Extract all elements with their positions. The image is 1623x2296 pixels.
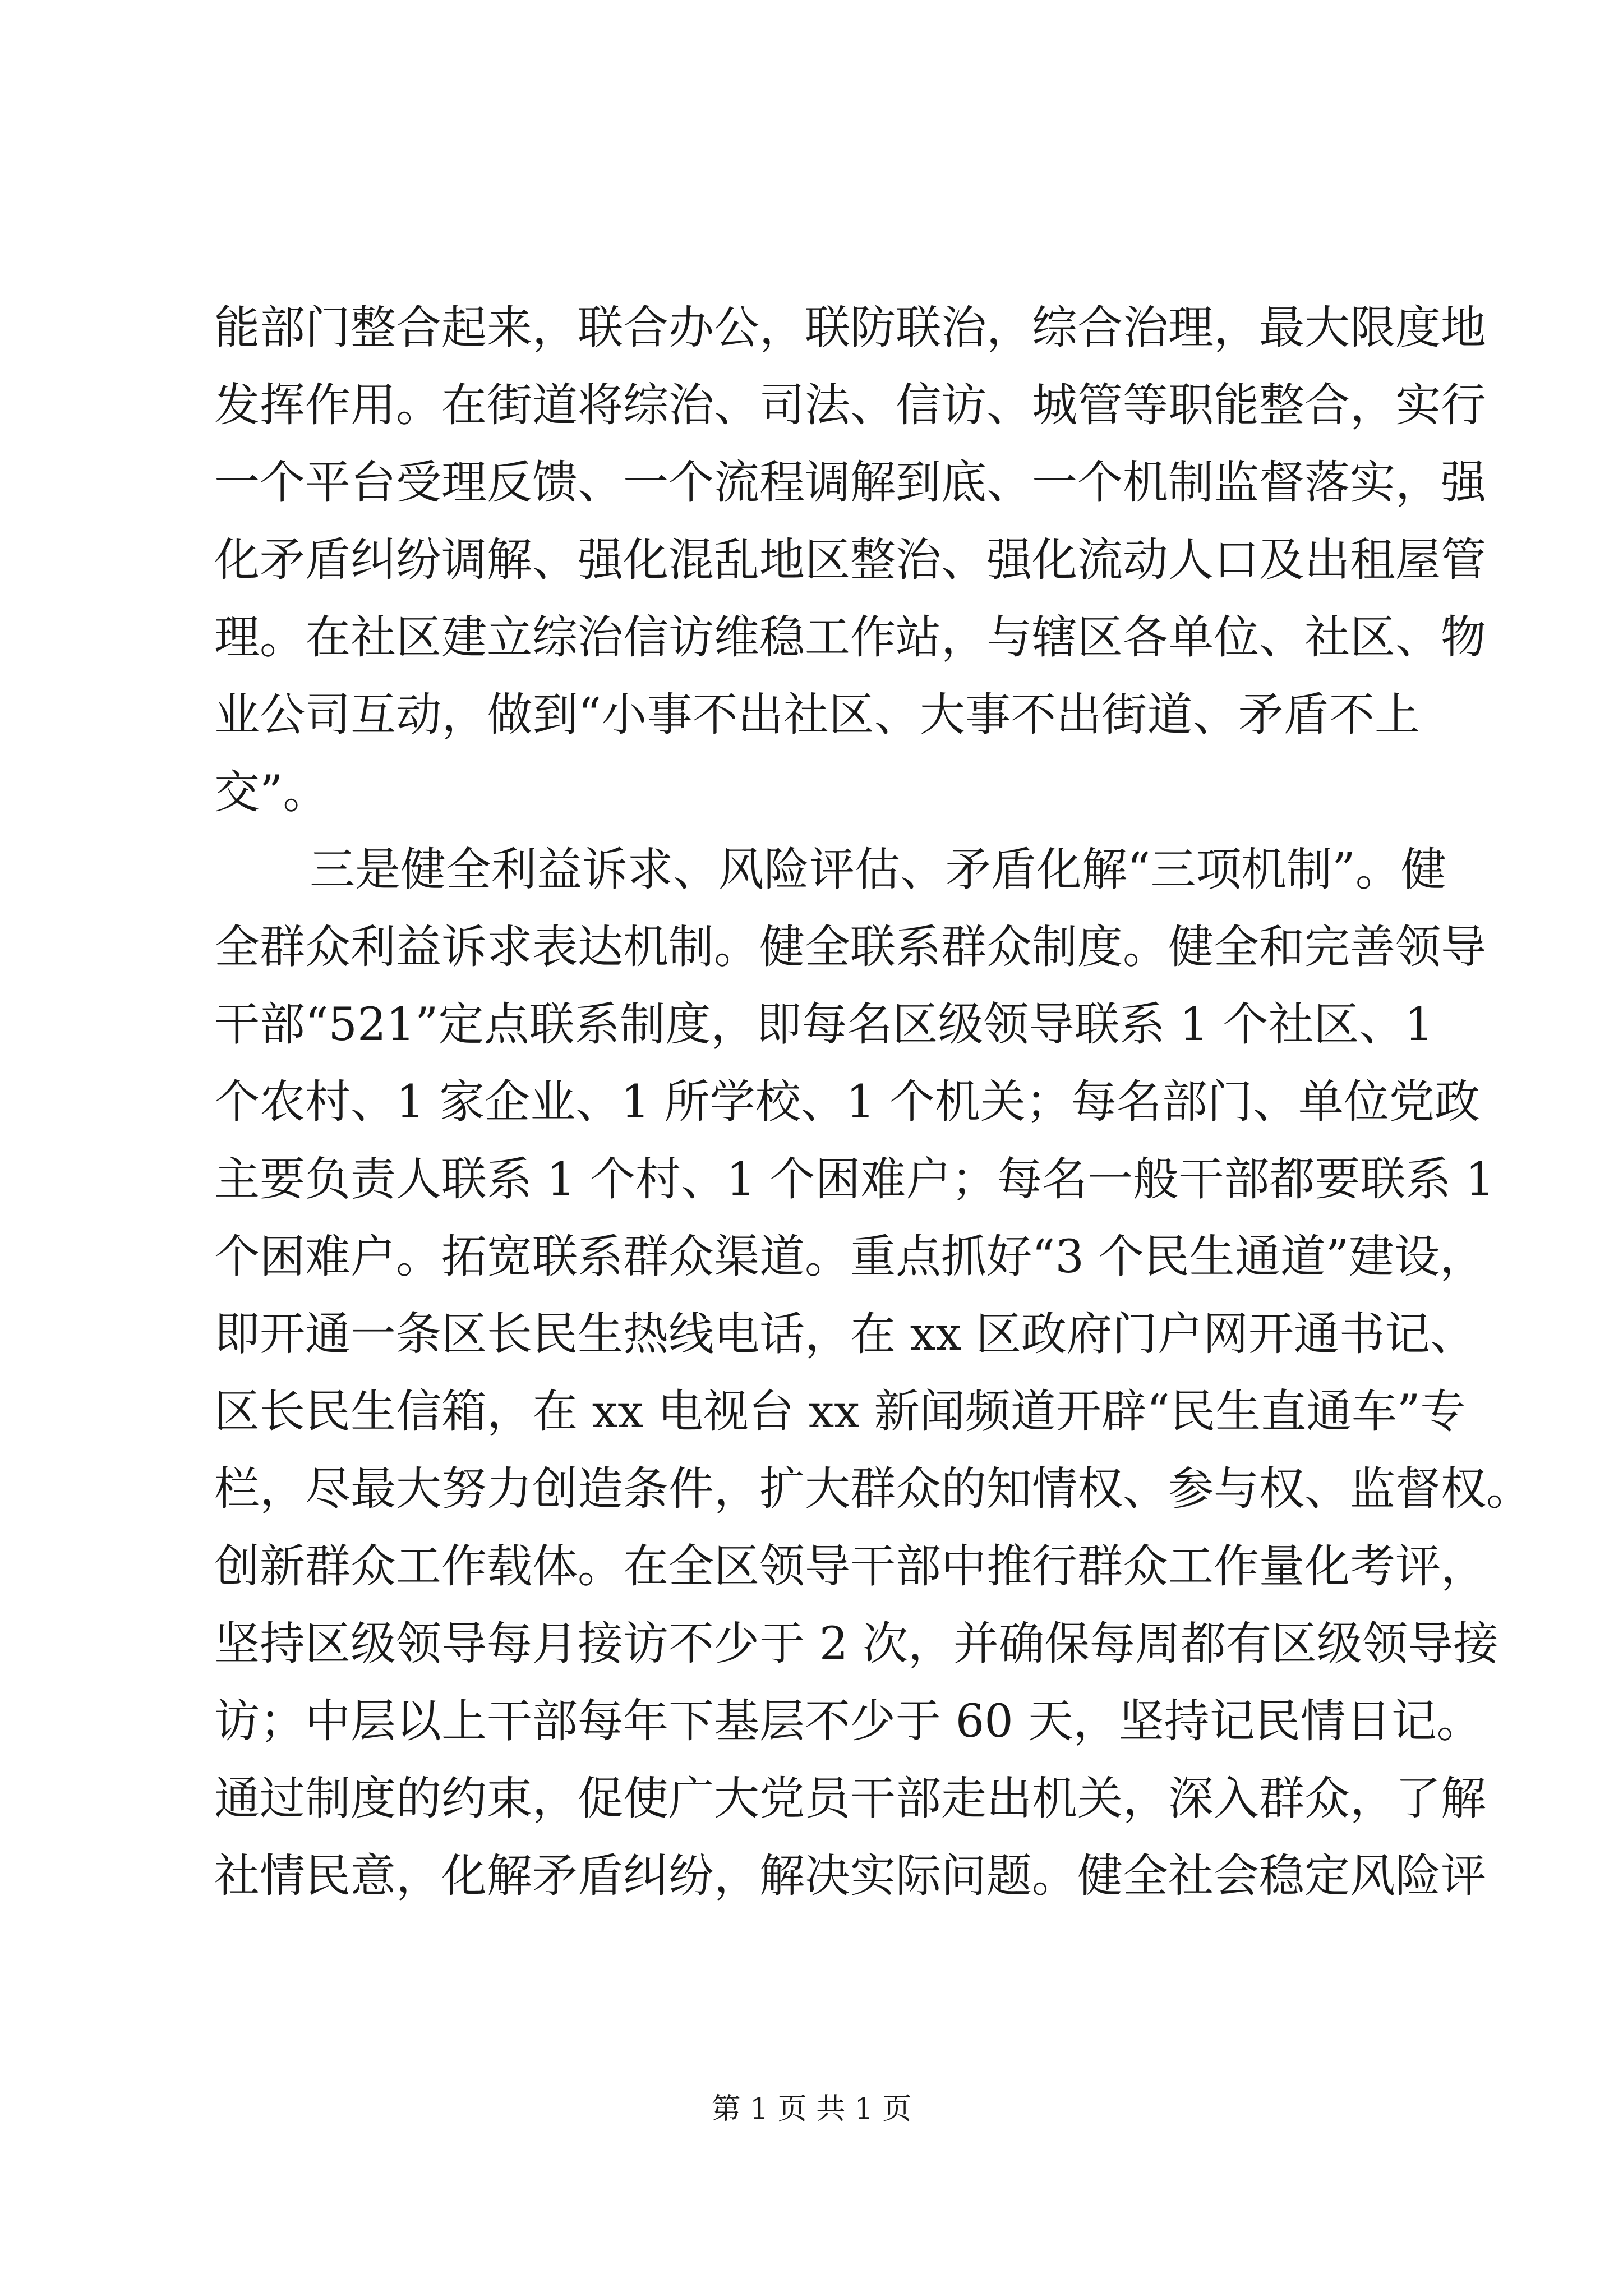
body-text-line: 主要负责人联系 1 个村、1 个困难户；每名一般干部都要联系 1: [214, 1153, 1495, 1206]
body-text-line: 干部“521”定点联系制度，即每名区级领导联系 1 个社区、1: [214, 999, 1433, 1051]
body-text-line: 通过制度的约束，促使广大党员干部走出机关，深入群众，了解: [214, 1773, 1487, 1825]
body-text-line: 个农村、1 家企业、1 所学校、1 个机关；每名部门、单位党政: [214, 1076, 1480, 1129]
body-text-line: 坚持区级领导每月接访不少于 2 次，并确保每周都有区级领导接: [214, 1618, 1499, 1671]
body-text-line: 发挥作用。在街道将综治、司法、信访、城管等职能整合，实行: [214, 379, 1487, 432]
body-text-line: 一个平台受理反馈、一个流程调解到底、一个机制监督落实，强: [214, 457, 1487, 509]
body-text-line: 交”。: [214, 766, 329, 819]
body-text-line: 访；中层以上干部每年下基层不少于 60 天，坚持记民情日记。: [214, 1695, 1482, 1748]
body-text-line: 区长民生信箱，在 xx 电视台 xx 新闻频道开辟“民生直通车”专: [214, 1386, 1466, 1438]
body-text-line: 业公司互动，做到“小事不出社区、大事不出街道、矛盾不上: [214, 689, 1420, 742]
paragraph-first-line: 三是健全利益诉求、风险评估、矛盾化解“三项机制”。健: [310, 844, 1446, 896]
body-text-line: 即开通一条区长民生热线电话，在 xx 区政府门户网开通书记、: [214, 1308, 1476, 1361]
page-footer: 第 1 页 共 1 页: [711, 2092, 912, 2126]
body-text-line: 全群众利益诉求表达机制。健全联系群众制度。健全和完善领导: [214, 921, 1487, 974]
body-text-line: 个困难户。拓宽联系群众渠道。重点抓好“3 个民生通道”建设，: [214, 1231, 1486, 1283]
body-text-line: 栏，尽最大努力创造条件，扩大群众的知情权、参与权、监督权。: [214, 1463, 1532, 1516]
body-text-line: 社情民意，化解矛盾纠纷，解决实际问题。健全社会稳定风险评: [214, 1850, 1487, 1903]
body-text-line: 化矛盾纠纷调解、强化混乱地区整治、强化流动人口及出租屋管: [214, 534, 1487, 587]
body-text-line: 理。在社区建立综治信访维稳工作站，与辖区各单位、社区、物: [214, 611, 1487, 664]
body-text-line: 创新群众工作载体。在全区领导干部中推行群众工作量化考评，: [214, 1540, 1487, 1593]
body-text-line: 能部门整合起来，联合办公，联防联治，综合治理，最大限度地: [214, 302, 1487, 355]
